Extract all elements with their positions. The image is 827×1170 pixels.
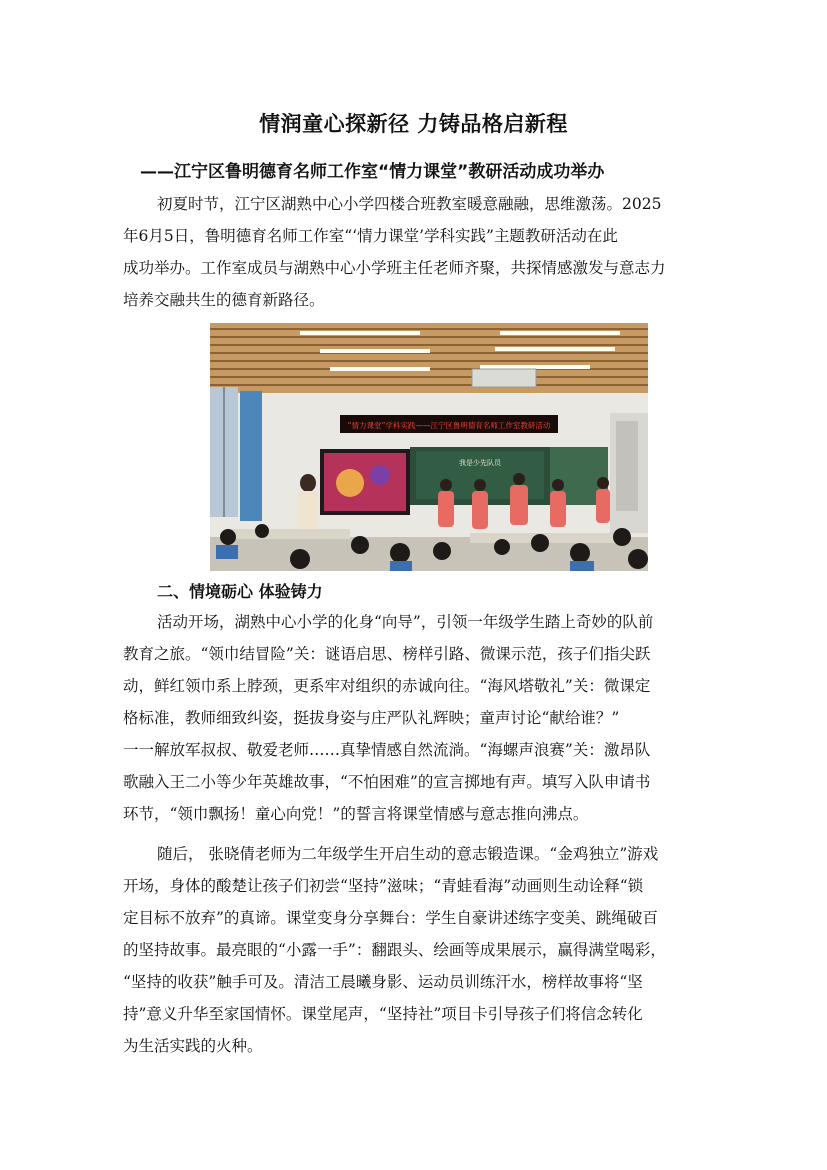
paragraph-line: 歌融入王二小等少年英雄故事，“不怕困难”的宣言掷地有声。填写入队申请书 (123, 773, 651, 791)
paragraph-line: 初夏时节，江宁区湖熟中心小学四楼合班教室暖意融融，思维激荡。2025 (157, 195, 662, 213)
paragraph-line: 年6月5日，鲁明德育名师工作室“‘情力课堂’学科实践”主题教研活动在此 (123, 227, 618, 245)
intro-paragraph (123, 188, 708, 316)
paragraph-line: 一一解放军叔叔、敬爱老师……真挚情感自然流淌。“海螺声浪赛”关：激昂队 (123, 741, 651, 759)
classroom-photo (210, 323, 648, 571)
document-subtitle: ——江宁区鲁明德育名师工作室“情力课堂”教研活动成功举办 (140, 162, 605, 182)
paragraph-line: 持”意义升华至家国情怀。课堂尾声，“坚持社”项目卡引导孩子们将信念转化 (123, 1005, 643, 1023)
section2-paragraph-2 (123, 838, 708, 1062)
paragraph-line: 随后， 张晓倩老师为二年级学生开启生动的意志锻造课。“金鸡独立”游戏 (157, 845, 659, 863)
paragraph-line: 的坚持故事。最亮眼的“小露一手”：翻跟头、绘画等成果展示，赢得满堂喝彩， (123, 941, 666, 959)
paragraph-line: “坚持的收获”触手可及。清洁工晨曦身影、运动员训练汗水，榜样故事将“坚 (123, 973, 643, 991)
paragraph-line: 教育之旅。“领巾结冒险”关：谜语启思、榜样引路、微课示范，孩子们指尖跃 (123, 645, 651, 663)
paragraph-line: 为生活实践的火种。 (123, 1037, 263, 1055)
paragraph-line: 环节，“领巾飘扬！童心向党！”的誓言将课堂情感与意志推向沸点。 (123, 805, 589, 823)
led-banner-text: “情力课堂”学科实践——江宁区鲁明德育名师工作室教研活动 (347, 421, 551, 430)
paragraph-line: 活动开场，湖熟中心小学的化身“向导”，引领一年级学生踏上奇妙的队前 (157, 613, 654, 631)
paragraph-line: 定目标不放弃”的真谛。课堂变身分享舞台：学生自豪讲述练字变美、跳绳破百 (123, 909, 658, 927)
section2-paragraph-1 (123, 606, 708, 830)
blackboard-text: 我是少先队员 (459, 459, 501, 467)
document-title: 情润童心探新径 力铸品格启新程 (259, 112, 568, 136)
paragraph-line: 培养交融共生的德育新路径。 (123, 291, 325, 309)
paragraph-line: 成功举办。工作室成员与湖熟中心小学班主任老师齐聚，共探情感激发与意志力 (123, 259, 666, 277)
paragraph-line: 开场，身体的酸楚让孩子们初尝“坚持”滋味；“青蛙看海”动画则生动诠释“锁 (123, 877, 644, 895)
section-heading: 二、情境砺心 体验铸力 (157, 582, 323, 601)
paragraph-line: 格标准，教师细致纠姿，挺拔身姿与庄严队礼辉映；童声讨论“献给谁？” (123, 709, 620, 727)
paragraph-line: 动，鲜红领巾系上脖颈，更系牢对组织的赤诚向往。“海风塔敬礼”关：微课定 (123, 677, 651, 695)
